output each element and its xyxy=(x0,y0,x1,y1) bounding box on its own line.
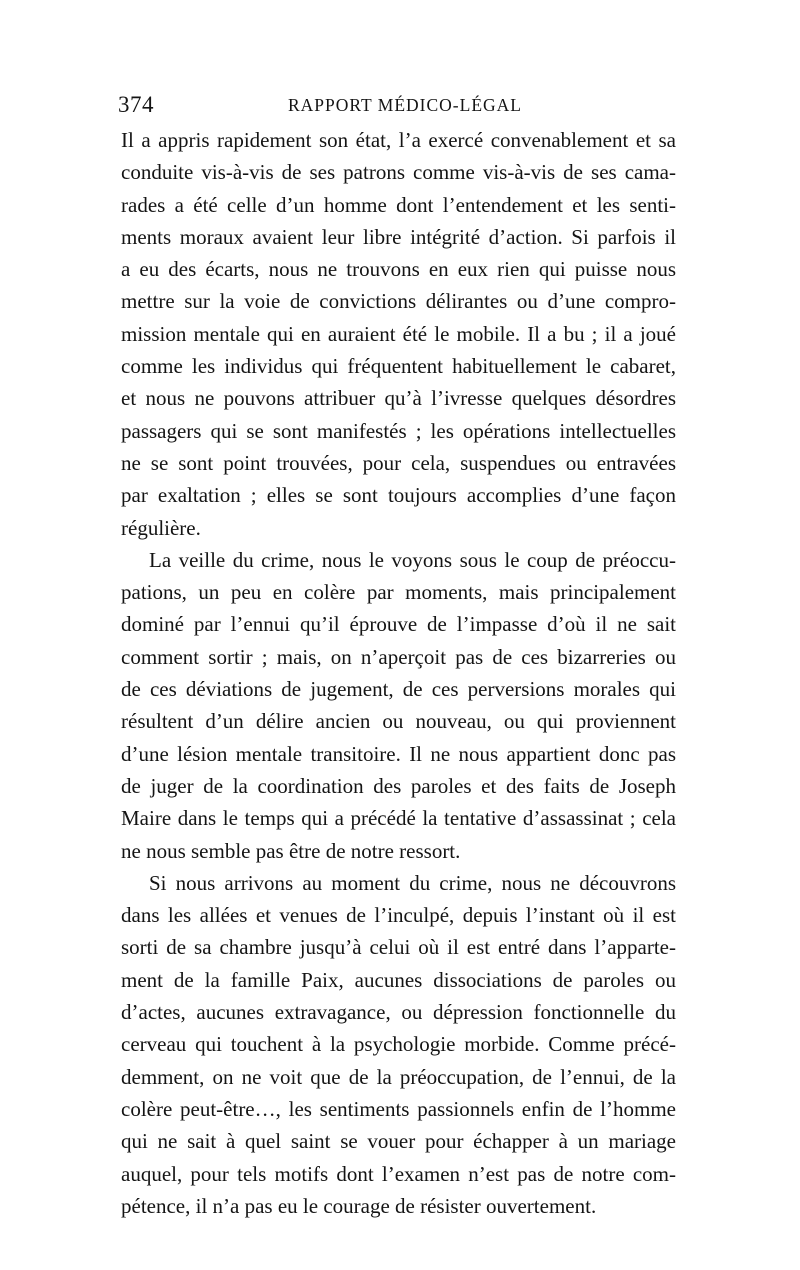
text-line: La veille du crime, nous le voyons sous le coup de préoccu- xyxy=(149,547,676,572)
text-line: ne nous semble pas être de notre ressort. xyxy=(121,838,461,863)
text-line: par exaltation ; elles se sont toujours accomplies d’une façon xyxy=(121,483,676,508)
text-line: colère peut-être…, les sentiments passionnels enfin de l’homme xyxy=(121,1096,676,1121)
body-text xyxy=(121,124,676,1222)
text-line: comment sortir ; mais, on n’aperçoit pas de ces bizarreries ou xyxy=(121,644,676,669)
text-line: de ces déviations de jugement, de ces perversions morales qui xyxy=(121,677,676,702)
text-line: ments moraux avaient leur libre intégrité d’action. Si parfois il xyxy=(121,224,676,249)
running-title: RAPPORT MÉDICO-LÉGAL xyxy=(288,95,522,115)
text-line: pations, un peu en colère par moments, mais principalement xyxy=(121,580,676,605)
text-line: de juger de la coordination des paroles et des faits de Joseph xyxy=(121,773,676,798)
text-line: Maire dans le temps qui a précédé la tentative d’assassinat ; cela xyxy=(121,806,676,831)
text-line: résultent d’un délire ancien ou nouveau, ou qui proviennent xyxy=(121,709,676,734)
text-line: dominé par l’ennui qu’il éprouve de l’impasse d’où il ne sait xyxy=(121,612,676,637)
paragraph xyxy=(121,124,676,544)
text-line: mettre sur la voie de convictions délirantes ou d’une compro- xyxy=(121,289,676,314)
text-line: cerveau qui touchent à la psychologie morbide. Comme précé- xyxy=(121,1032,676,1057)
text-line: mission mentale qui en auraient été le mobile. Il a bu ; il a joué xyxy=(121,321,676,346)
page-number: 374 xyxy=(118,92,154,117)
paragraph xyxy=(121,544,676,867)
text-line: ment de la famille Paix, aucunes dissociations de paroles ou xyxy=(121,967,676,992)
text-line: régulière. xyxy=(121,515,201,540)
text-line: passagers qui se sont manifestés ; les opérations intellectuelles xyxy=(121,418,676,443)
text-line: pétence, il n’a pas eu le courage de résister ouvertement. xyxy=(121,1193,597,1218)
text-line: Il a appris rapidement son état, l’a exercé convenablement et sa xyxy=(121,128,676,152)
text-line: auquel, pour tels motifs dont l’examen n’est pas de notre com- xyxy=(121,1161,676,1186)
text-line: dans les allées et venues de l’inculpé, depuis l’instant où il est xyxy=(121,903,676,928)
text-line: Si nous arrivons au moment du crime, nous ne découvrons xyxy=(149,870,676,895)
text-line: sorti de sa chambre jusqu’à celui où il est entré dans l’apparte- xyxy=(121,935,676,960)
text-line: ne se sont point trouvées, pour cela, suspendues ou entravées xyxy=(121,450,676,475)
text-line: demment, on ne voit que de la préoccupation, de l’ennui, de la xyxy=(121,1064,676,1089)
text-line: rades a été celle d’un homme dont l’entendement et les senti- xyxy=(121,192,676,217)
text-line: et nous ne pouvons attribuer qu’à l’ivresse quelques désordres xyxy=(121,386,676,411)
text-line: d’actes, aucunes extravagance, ou dépression fonctionnelle du xyxy=(121,1000,676,1025)
text-line: a eu des écarts, nous ne trouvons en eux rien qui puisse nous xyxy=(121,257,676,282)
text-line: conduite vis-à-vis de ses patrons comme vis-à-vis de ses cama- xyxy=(121,160,676,185)
text-line: comme les individus qui fréquentent habituellement le cabaret, xyxy=(121,354,676,379)
text-line: qui ne sait à quel saint se vouer pour échapper à un mariage xyxy=(121,1129,676,1154)
text-line: d’une lésion mentale transitoire. Il ne nous appartient donc pas xyxy=(121,741,676,766)
running-head xyxy=(118,89,684,121)
paragraph xyxy=(121,867,676,1222)
